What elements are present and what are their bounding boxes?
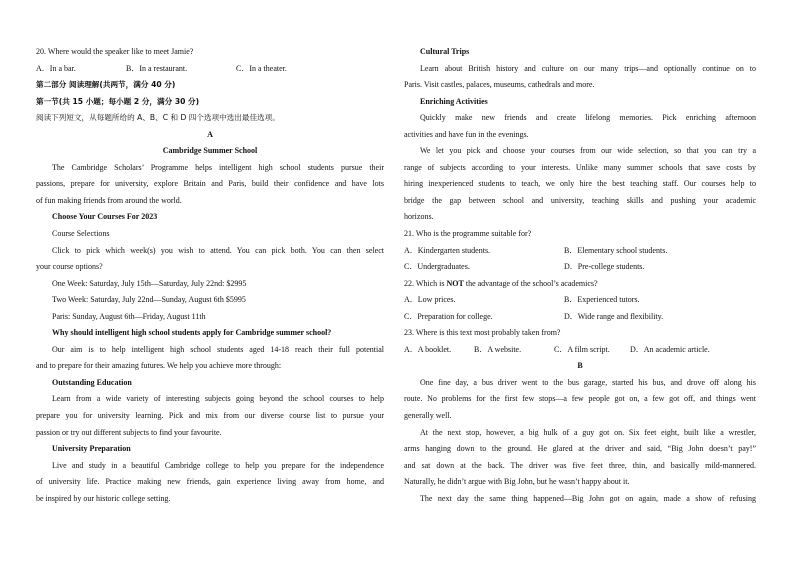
option-22-c: C．Preparation for college. [404,311,493,321]
question-21-options-row-1 [404,243,756,260]
question-22-stem-emphasis: NOT [446,278,464,288]
passage-b-line: and sat down at the back. The driver was five feet three, thin, and basically mild-mannered. [404,460,756,470]
option-22-a: A．Low prices. [404,295,456,305]
instruction-text: 阅读下列短文，从每题所给的 A、B、C 和 D 四个选项中选出最佳选项。 [36,113,280,123]
passage-a-line: We let you pick and choose your courses from our wide selection, so that you can try a [420,146,756,156]
part-2-heading: 第二部分 阅读理解(共两节，满分 40 分) [36,80,176,90]
passage-a-line: Learn about British history and culture on our many trips—and optionally continue on to [420,63,756,73]
question-22-stem-end: the advantage of the school’s academics? [463,278,598,288]
passage-a-line: Live and study in a beautiful Cambridge college to help you prepare for the independence [52,460,384,470]
passage-b-line: Naturally, he didn’t argue with Big John, but he wasn’t happy about it. [404,477,630,487]
passage-a-line: of university life. Practice making new friends, gain experience living away from home, and [36,477,384,487]
passage-a-line: Quickly make new friends and create lifelong memories. Pick enriching afternoon [420,113,756,123]
passage-a-line: your course options? [36,262,103,272]
question-20-stem: 20. Where would the speaker like to meet Jamie? [36,47,194,56]
passage-a-line: be inspired by our historic college setting. [36,493,171,503]
option-23-b: B．A website. [474,344,522,354]
passage-a-line: bridge the gap between school and university, teaching skills and pushing your academic [404,195,756,205]
question-22-options-row-1 [404,292,756,309]
passage-a-line: prepare you for university learning. Pick and mix from our diverse course list to pursue your [36,411,384,421]
passage-b-line: arms hanging down to the ground. He glared at the driver and said, “Big John doesn’t pay!” [404,444,756,454]
option-22-b: B．Experienced tutors. [564,295,640,305]
passage-b-line: At the next stop, however, a big hulk of a guy got on. Six feet eight, built like a wrestler, [420,427,756,437]
course-option-one-week: One Week: Saturday, July 15th—Saturday, July 22nd: $2995 [52,278,247,288]
passage-a-line: Click to pick which week(s) you wish to attend. You can pick both. You can then select [52,245,384,255]
passage-b-line: generally well. [404,411,452,421]
passage-a-line: Paris. Visit castles, palaces, museums, cathedrals and more. [404,80,595,90]
passage-b-line: The next day the same thing happened—Big John got on again, made a show of refusing [420,493,756,503]
section-heading-why-apply: Why should intelligent high school students apply for Cambridge summer school? [52,328,332,338]
option-20-b: B．In a restaurant. [126,63,188,73]
section-heading-activities: Enriching Activities [420,96,488,106]
section-1-heading: 第一节(共 15 小题；每小题 2 分，满分 30 分) [36,96,200,106]
course-option-paris: Paris: Sunday, August 6th—Friday, August 11th [52,311,206,321]
question-23-stem: 23. Where is this text most probably taken from? [404,328,561,338]
option-22-d: D．Wide range and flexibility. [564,311,664,321]
question-22-stem [404,276,756,293]
passage-a-line: The Cambridge Scholars’ Programme helps intelligent high school students pursue their [52,162,384,172]
option-23-a: A．A booklet. [404,344,452,354]
section-heading-courses: Choose Your Courses For 2023 [52,212,158,222]
question-22-stem-start: 22. Which is [404,278,447,288]
passage-a-line: range of subjects according to your interests. Unlike many summer schools that save costs by [404,162,756,172]
passage-b-letter: B [577,361,583,371]
option-23-c: C．A film script. [554,344,610,354]
section-heading-university: University Preparation [52,444,131,454]
option-23-d: D．An academic article. [630,344,710,354]
passage-a-line: hiring inexperienced students to teach, we only hire the best teaching staff. Our courses help to [404,179,756,189]
option-21-c: C．Undergraduates. [404,262,470,272]
passage-a-line: passion or try out different subjects to find your favourite. [36,427,222,437]
passage-a-line: Course Selections [52,229,110,239]
question-21-options-row-2 [404,259,756,276]
section-heading-cultural-trips: Cultural Trips [420,47,470,56]
passage-a-line: activities and have fun in the evenings. [404,129,529,139]
section-heading-education: Outstanding Education [52,377,132,387]
question-23-options [404,342,756,359]
passage-a-letter: A [207,129,213,139]
option-21-a: A．Kindergarten students. [404,245,491,255]
left-column [36,44,384,507]
passage-a-line: Learn from a wide variety of interesting subjects going beyond the school courses to help [52,394,384,404]
passage-a-line: Our aim is to help intelligent high school students aged 14-18 reach their full potential [52,344,384,354]
passage-a-line: passions, prepare for university, explore Britain and Paris, build their confidence and have lots [36,179,384,189]
question-20-options [36,61,384,78]
passage-a-line: and to prepare for their amazing futures. We help you achieve more through: [36,361,282,371]
passage-a-title: Cambridge Summer School [162,146,258,156]
passage-b-line: route. No problems for the first few stops—a few people got on, a few got off, and things went [404,394,756,404]
option-20-c: C．In a theater. [236,63,287,73]
question-22-options-row-2 [404,309,756,326]
option-21-d: D．Pre-college students. [564,262,645,272]
option-20-a: A．In a bar. [36,63,76,73]
question-21-stem: 21. Who is the programme suitable for? [404,229,532,239]
course-option-two-week: Two Week: Saturday, July 22nd—Sunday, August 6th $5995 [52,295,246,305]
passage-b-line: One fine day, a bus driver went to the bus garage, started his bus, and drove off along his [420,377,756,387]
passage-a-line: horizons. [404,212,434,222]
right-column [404,44,756,507]
option-21-b: B．Elementary school students. [564,245,668,255]
passage-a-line: of fun making friends from around the world. [36,195,182,205]
